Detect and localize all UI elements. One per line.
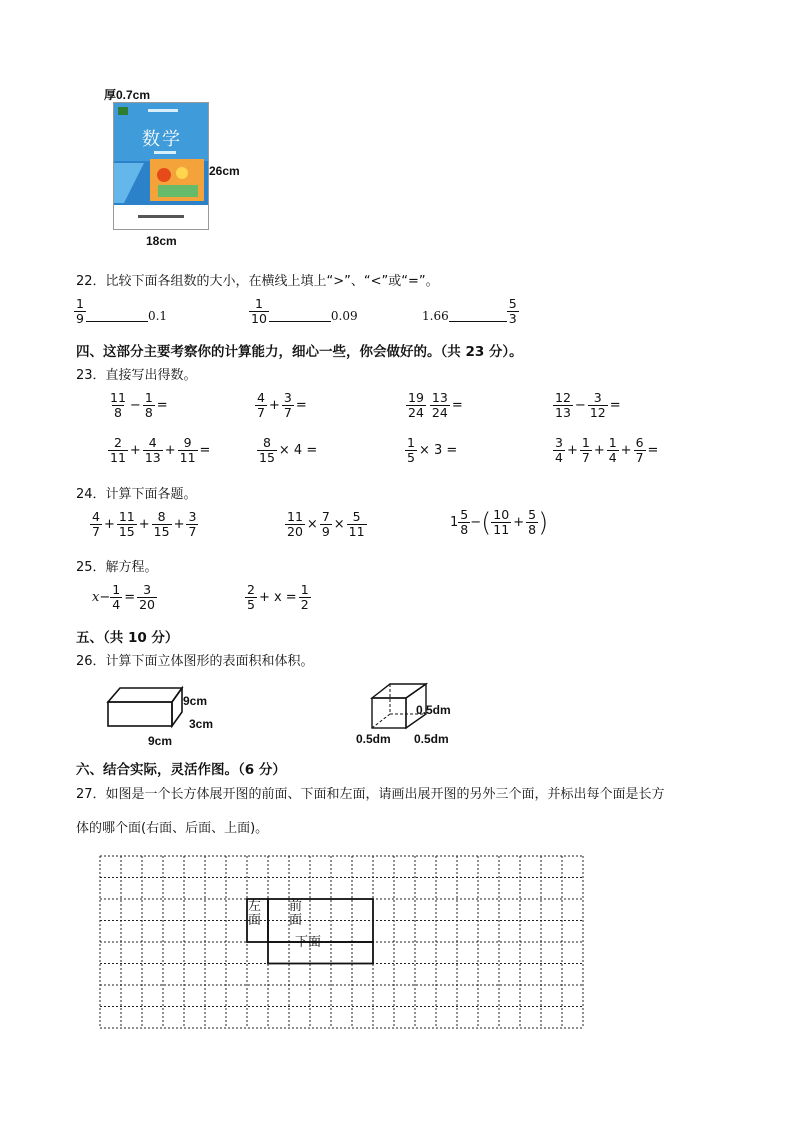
q22-item-3: 1.66 $\frac{5}{3}$	[422, 296, 517, 326]
book-height-label: 26cm	[209, 164, 240, 178]
q22-item-2: $\frac{1}{10}$ 0.09	[251, 296, 358, 326]
q23-expr-5: $\frac{2}{11}$ + $\frac{4}{13}$ + $\frac{9}{11}$ =	[110, 435, 211, 465]
section6-title: 六、结合实际，灵活作图。（6 分）	[76, 762, 286, 778]
q26-stem: 26．计算下面立体图形的表面积和体积。	[76, 654, 314, 669]
net-left-label-2: 面	[248, 913, 262, 928]
cuboid-figure	[100, 682, 190, 732]
q22-stem: 22．比较下面各组数的大小，在横线上填上“>”、“<”或“=”。	[76, 274, 439, 289]
book-cover-title: 数学	[142, 129, 182, 150]
cuboid-height-label: 3cm	[189, 717, 214, 731]
net-front-label-1: 前	[289, 899, 303, 914]
q23-expr-3: $\frac{19}{24}$ $\frac{13}{24}$ =	[408, 390, 463, 420]
q27-stem-line1: 27．如图是一个长方体展开图的前面、下面和左面，请画出展开图的另外三个面，并标出每个面是长方	[76, 787, 665, 802]
q25-stem: 25．解方程。	[76, 560, 158, 575]
cube-height-label: 0.5dm	[416, 703, 451, 717]
cuboid-length-label: 9cm	[148, 734, 173, 748]
section5-title: 五、（共 10 分）	[76, 630, 179, 646]
q23-expr-7: $\frac{1}{5}$ × 3 =	[407, 435, 458, 465]
net-front-label-2: 面	[289, 913, 303, 928]
q23-expr-2: $\frac{4}{7}$ + $\frac{3}{7}$ =	[257, 390, 307, 420]
q23-expr-8: $\frac{3}{4}$ + $\frac{1}{7}$ + $\frac{1}{4}$ + $\frac{6}{7}$ =	[555, 435, 659, 465]
q22-item-1: $\frac{1}{9}$ 0.1	[76, 296, 168, 326]
q24-stem: 24．计算下面各题。	[76, 487, 197, 502]
q23-expr-6: $\frac{8}{15}$ × 4 =	[259, 435, 318, 465]
q23-expr-4: $\frac{12}{13}$ − $\frac{3}{12}$ =	[555, 390, 621, 420]
q23-stem: 23．直接写出得数。	[76, 368, 197, 383]
q25-eq-1: x − $\frac{1}{4}$ = $\frac{3}{20}$	[92, 582, 156, 612]
net-bottom-label: 下面	[295, 935, 322, 950]
q24-expr-2: $\frac{11}{20}$ × $\frac{7}{9}$ × $\frac{5}{11}$	[287, 509, 365, 539]
cube-side-label: 0.5dm	[414, 732, 449, 746]
answer-blank[interactable]	[449, 301, 507, 322]
answer-blank[interactable]	[86, 301, 148, 322]
q23-expr-1: $\frac{11}{8}$ − $\frac{1}{8}$ =	[110, 390, 168, 420]
cuboid-depth-label: 9cm	[183, 694, 208, 708]
q24-expr-1: $\frac{4}{7}$ + $\frac{11}{15}$ + $\frac{8}{15}$ + $\frac{3}{7}$	[92, 509, 197, 539]
q25-eq-2: $\frac{2}{5}$ + x = $\frac{1}{2}$	[247, 582, 309, 612]
answer-blank[interactable]	[269, 301, 331, 322]
q24-expr-3: 1 $\frac{5}{8}$ − ( $\frac{10}{11}$ + $\frac{5}{8}$ )	[450, 507, 549, 538]
drawing-grid[interactable]	[96, 853, 586, 1035]
book-width-label: 18cm	[146, 234, 177, 248]
net-left-label-1: 左	[248, 899, 262, 914]
book-thickness-label: 厚0.7cm	[104, 88, 151, 102]
q27-stem-line2: 体的哪个面(右面、后面、上面)。	[76, 821, 269, 836]
section4-title: 四、这部分主要考察你的计算能力，细心一些，你会做好的。（共 23 分）。	[76, 344, 523, 360]
book-cover-image	[113, 102, 209, 230]
cube-front-label: 0.5dm	[356, 732, 391, 746]
